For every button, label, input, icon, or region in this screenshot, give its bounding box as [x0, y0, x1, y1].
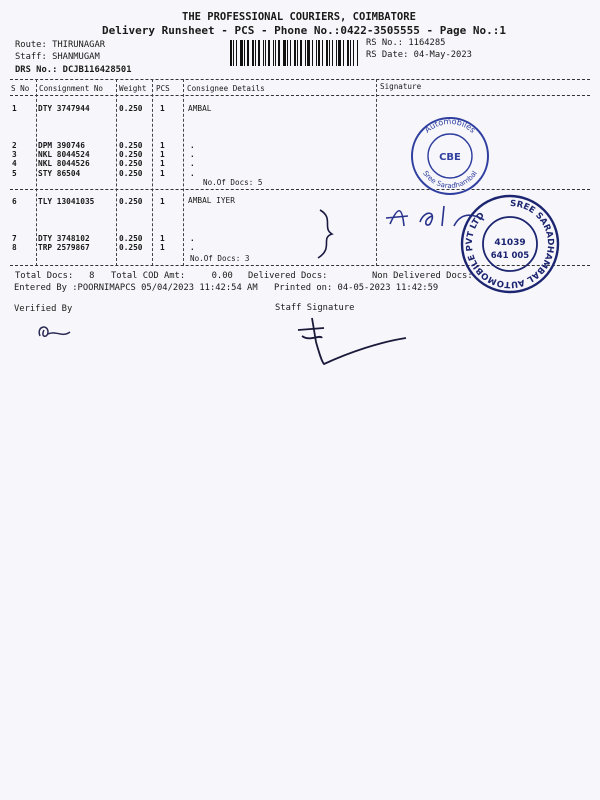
header-bottom-rule — [10, 95, 590, 96]
row-consignment: STY 86504 — [38, 169, 81, 178]
row-sno: 7 — [12, 234, 17, 243]
pen-mark — [312, 206, 342, 262]
company-stamp — [458, 192, 562, 296]
row-consignment: DTY 3748102 — [38, 234, 90, 243]
barcode-bar — [318, 40, 320, 66]
barcode-bar — [305, 40, 306, 66]
group-doc-count: No.Of Docs: 5 — [203, 178, 263, 187]
barcode-bar — [236, 40, 237, 66]
row-pcs: 1 — [160, 197, 165, 206]
barcode-bar — [255, 40, 256, 66]
barcode-bar — [350, 40, 351, 66]
barcode-bar — [287, 40, 288, 66]
svg-text:Sree Saradhambal — [421, 169, 479, 190]
barcode-bar — [326, 40, 328, 66]
header-weight: Weight — [119, 84, 147, 93]
barcode-bar — [332, 40, 333, 66]
header-consignee: Consignee Details — [187, 84, 265, 93]
row-pcs: 1 — [160, 141, 165, 150]
row-consignment: NKL 8044524 — [38, 150, 90, 159]
row-consignment: NKL 8044526 — [38, 159, 90, 168]
row-sno: 6 — [12, 197, 17, 206]
barcode-bar — [290, 40, 291, 66]
barcode-bar — [343, 40, 344, 66]
table-top-rule — [10, 79, 590, 80]
barcode-bar — [258, 40, 261, 66]
stamp-bottom-text: Sree Saradhambal — [421, 169, 479, 191]
barcode-bar — [268, 40, 270, 66]
row-sno: 3 — [12, 150, 17, 159]
stamp-center-text: CBE — [439, 152, 461, 163]
barcode-bar — [336, 40, 337, 66]
verifier-initials — [34, 320, 74, 344]
barcode-bar — [283, 40, 286, 66]
row-pcs: 1 — [160, 104, 165, 113]
row-weight: 0.250 — [119, 169, 143, 178]
barcode-bar — [263, 40, 264, 66]
barcode-bar — [275, 40, 276, 66]
row-consignee: . — [190, 169, 195, 178]
barcode-bar — [278, 40, 280, 66]
col-sep-4 — [183, 79, 184, 266]
row-consignee: . — [190, 243, 195, 252]
company-stamp-ring-text: SREE SARADHAMBAL AUTOMOBILE PVT LTD — [464, 198, 556, 290]
row-consignment: DTY 3747944 — [38, 104, 90, 113]
barcode-bar — [316, 40, 317, 66]
barcode-bar — [347, 40, 349, 66]
barcode-bar — [240, 40, 243, 66]
barcode-bar — [244, 40, 245, 66]
row-consignee: AMBAL IYER — [188, 196, 235, 205]
barcode-bar — [273, 40, 274, 66]
row-consignment: TLY 13041035 — [38, 197, 95, 206]
total-cod: Total COD Amt: 0.00 — [111, 271, 233, 281]
barcode-bar — [353, 40, 354, 66]
barcode-bar — [312, 40, 313, 66]
barcode-bar — [338, 40, 341, 66]
staff-signature — [290, 312, 410, 368]
row-weight: 0.250 — [119, 234, 143, 243]
header-pcs: PCS — [156, 84, 170, 93]
barcode-bar — [230, 40, 232, 66]
col-sep-2 — [116, 79, 117, 266]
stamp-top-text: Automobiles — [422, 116, 478, 135]
header-signature: Signature — [380, 82, 422, 91]
barcode-bar — [322, 40, 323, 66]
row-weight: 0.250 — [119, 159, 143, 168]
row-sno: 8 — [12, 243, 17, 252]
rs-date: RS Date: 04-May-2023 — [366, 50, 472, 60]
row-sno: 2 — [12, 141, 17, 150]
barcode-bar — [307, 40, 310, 66]
row-weight: 0.250 — [119, 150, 143, 159]
barcode — [230, 40, 360, 66]
row-weight: 0.250 — [119, 104, 143, 113]
col-sep-1 — [36, 79, 37, 266]
barcode-bar — [297, 40, 298, 66]
group-doc-count: No.Of Docs: 3 — [190, 254, 250, 263]
entered-by: Entered By :POORNIMAPCS 05/04/2023 11:42:54 AM — [14, 283, 258, 293]
barcode-bar — [294, 40, 296, 66]
route-label: Route: THIRUNAGAR — [15, 40, 106, 50]
total-docs: Total Docs: 8 — [15, 271, 95, 281]
verified-by-label: Verified By — [14, 304, 73, 314]
barcode-bar — [329, 40, 331, 66]
staff-signature-label: Staff Signature — [275, 303, 355, 313]
company-title: THE PROFESSIONAL COURIERS, COIMBATORE — [182, 11, 416, 23]
runsheet-title: Delivery Runsheet - PCS - Phone No.:0422-3505555 - Page No.:1 — [102, 24, 506, 37]
header-consignment: Consignment No — [39, 84, 104, 93]
row-sno: 5 — [12, 169, 17, 178]
row-pcs: 1 — [160, 150, 165, 159]
rs-number: RS No.: 1164285 — [366, 38, 446, 48]
printed-on: Printed on: 04-05-2023 11:42:59 — [274, 283, 439, 293]
group-separator — [10, 189, 590, 190]
row-sno: 1 — [12, 104, 17, 113]
row-consignment: DPM 390746 — [38, 141, 85, 150]
row-weight: 0.250 — [119, 141, 143, 150]
barcode-bar — [357, 40, 358, 66]
row-weight: 0.250 — [119, 197, 143, 206]
header-sno: S No — [11, 84, 30, 93]
row-pcs: 1 — [160, 159, 165, 168]
barcode-bar — [247, 40, 249, 66]
row-pcs: 1 — [160, 169, 165, 178]
row-consignment: TRP 2579867 — [38, 243, 90, 252]
barcode-bar — [265, 40, 266, 66]
row-consignee: AMBAL — [188, 104, 212, 113]
barcode-bar — [300, 40, 302, 66]
row-consignee: . — [190, 141, 195, 150]
barcode-bar — [233, 40, 234, 66]
row-pcs: 1 — [160, 234, 165, 243]
round-stamp — [404, 112, 496, 198]
company-stamp-pincode: 641 005 — [490, 251, 530, 261]
svg-text:Automobiles — [423, 117, 477, 135]
row-pcs: 1 — [160, 243, 165, 252]
company-stamp-code: 41039 — [494, 238, 526, 248]
row-consignee: . — [190, 159, 195, 168]
drs-label: DRS No.: DCJB116428501 — [15, 65, 132, 75]
row-consignee: . — [190, 234, 195, 243]
staff-label: Staff: SHANMUGAM — [15, 52, 100, 62]
barcode-bar — [252, 40, 254, 66]
non-delivered-docs: Non Delivered Docs: — [372, 271, 473, 281]
row-consignee: . — [190, 150, 195, 159]
row-weight: 0.250 — [119, 243, 143, 252]
delivered-docs: Delivered Docs: — [248, 271, 328, 281]
col-sep-3 — [152, 79, 153, 266]
col-sep-5 — [376, 79, 377, 266]
row-sno: 4 — [12, 159, 17, 168]
